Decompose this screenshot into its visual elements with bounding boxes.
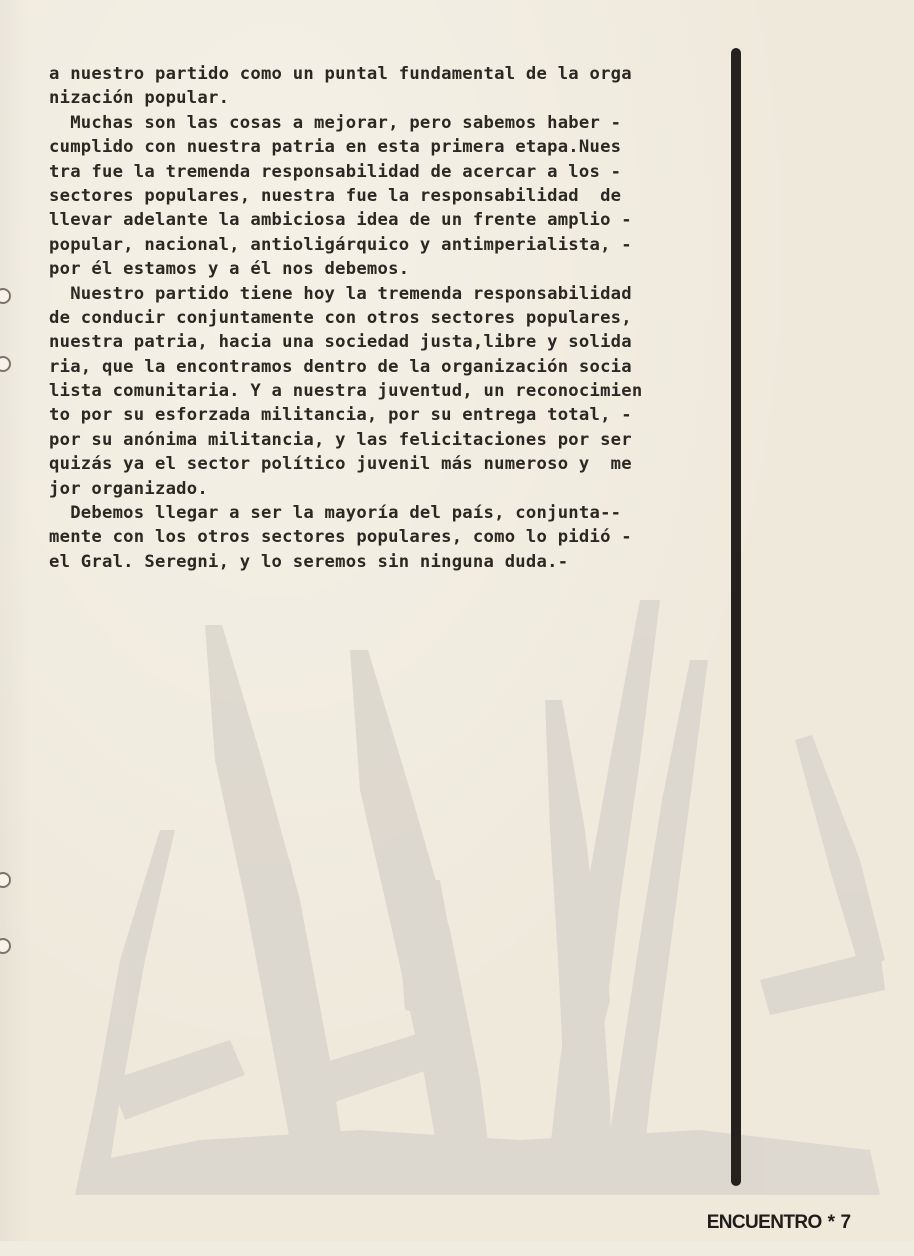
text-line: ria, que la encontramos dentro de la organización socia xyxy=(49,356,632,377)
binder-hole xyxy=(0,872,11,888)
binder-hole xyxy=(0,288,11,304)
text-line: de conducir conjuntamente con otros sectores populares, xyxy=(49,307,632,328)
text-line: lista comunitaria. Y a nuestra juventud, un reconocimien xyxy=(49,381,643,402)
text-line: sectores populares, nuestra fue la responsabilidad de xyxy=(49,185,622,206)
text-line: nuestra patria, hacia una sociedad justa,libre y solida xyxy=(49,332,632,353)
text-line: to por su esforzada militancia, por su entrega total, - xyxy=(49,405,632,426)
text-line: Muchas son las cosas a mejorar, pero sabemos haber - xyxy=(49,112,622,133)
text-line: por su anónima militancia, y las felicitaciones por ser xyxy=(49,429,632,450)
page-footer xyxy=(688,1190,850,1256)
text-line: llevar adelante la ambiciosa idea de un frente amplio - xyxy=(49,210,632,231)
text-line: nización popular. xyxy=(49,88,230,109)
text-line: cumplido con nuestra patria en esta primera etapa.Nues xyxy=(49,137,622,158)
article-text xyxy=(49,62,739,574)
binder-hole xyxy=(0,938,11,954)
text-line: popular, nacional, antioligárquico y antimperialista, - xyxy=(49,234,632,255)
vertical-rule xyxy=(731,48,741,1186)
text-line: Debemos llegar a ser la mayoría del país, conjunta-- xyxy=(49,503,622,524)
footer-separator: * xyxy=(827,1212,835,1233)
text-line: Nuestro partido tiene hoy la tremenda responsabilidad xyxy=(49,283,632,304)
text-line: quizás ya el sector político juvenil más numeroso y me xyxy=(49,454,632,475)
text-line: jor organizado. xyxy=(49,478,208,499)
text-line: mente con los otros sectores populares, como lo pidió - xyxy=(49,527,632,548)
page-number: 7 xyxy=(840,1212,851,1233)
publication-name: ENCUENTRO xyxy=(706,1212,822,1233)
binder-hole xyxy=(0,356,11,372)
text-line: por él estamos y a él nos debemos. xyxy=(49,259,410,280)
text-line: tra fue la tremenda responsabilidad de acercar a los - xyxy=(49,161,622,182)
text-line: el Gral. Seregni, y lo seremos sin ninguna duda.- xyxy=(49,551,569,572)
text-line: a nuestro partido como un puntal fundamental de la orga xyxy=(49,64,632,84)
